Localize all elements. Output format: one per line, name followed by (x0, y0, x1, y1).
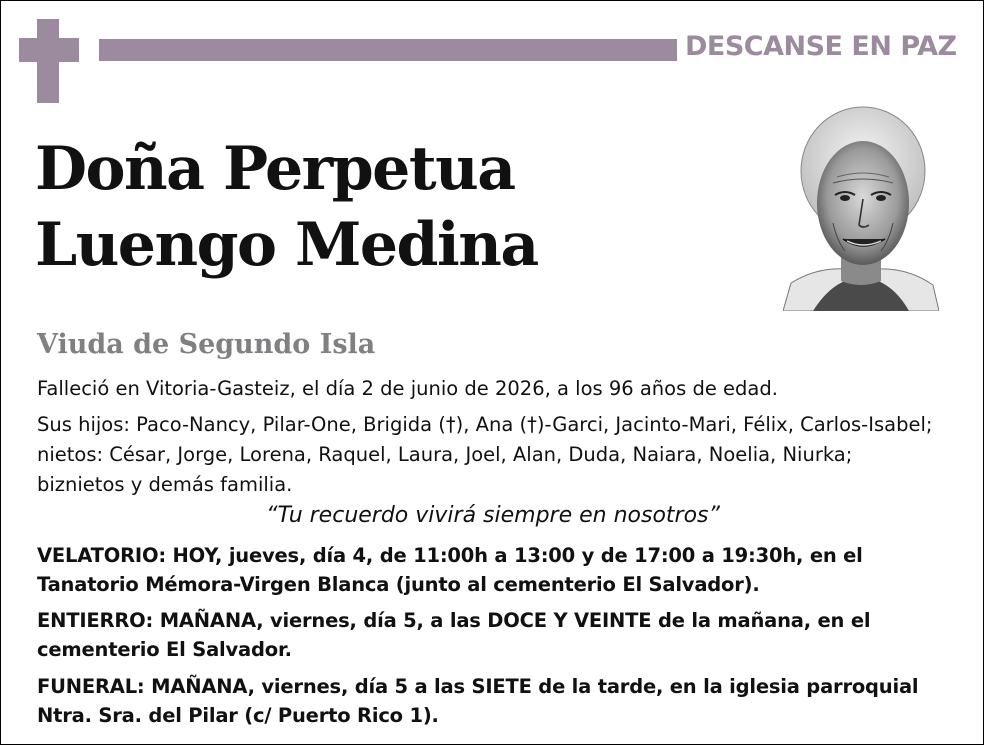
entierro-notice: ENTIERRO: MAÑANA, viernes, día 5, a las DOCE Y VEINTE de la mañana, en el cementerio El Salvador. (37, 609, 871, 661)
family-text: Sus hijos: Paco-Nancy, Pilar-One, Brigida (†), Ana (†)-Garci, Jacinto-Mari, Félix, Carlos-Isabel; nietos: César, Jorge, Lorena, Raquel, Laura, Joel, Alan, Duda, Naiara, Noelia, Niurka; biznietos y demás familia. (37, 413, 933, 496)
death-notice-text: Falleció en Vitoria-Gasteiz, el día 2 de junio de 2026, a los 96 años de edad. (37, 377, 778, 400)
relation-subtitle: Viuda de Segundo Isla (37, 329, 376, 360)
portrait-photo (783, 103, 939, 311)
memorial-quote: “Tu recuerdo vivirá siempre en nosotros” (266, 503, 720, 528)
name-line-2: Luengo Medina (35, 210, 538, 280)
funeral-notice: FUNERAL: MAÑANA, viernes, día 5 a las SIETE de la tarde, en la iglesia parroquial Ntra. Sra. del Pilar (c/ Puerto Rico 1). (37, 675, 919, 727)
header-divider-bar (99, 39, 677, 61)
name-line-1: Doña Perpetua (35, 134, 515, 204)
cross-icon-horizontal (19, 38, 79, 62)
header-label: DESCANSE EN PAZ (685, 31, 957, 62)
deceased-name (35, 131, 538, 283)
velatorio-notice: VELATORIO: HOY, jueves, día 4, de 11:00h a 13:00 y de 17:00 a 19:30h, en el Tanatorio Mémora-Virgen Blanca (junto al cementerio El Salvador). (37, 544, 863, 596)
